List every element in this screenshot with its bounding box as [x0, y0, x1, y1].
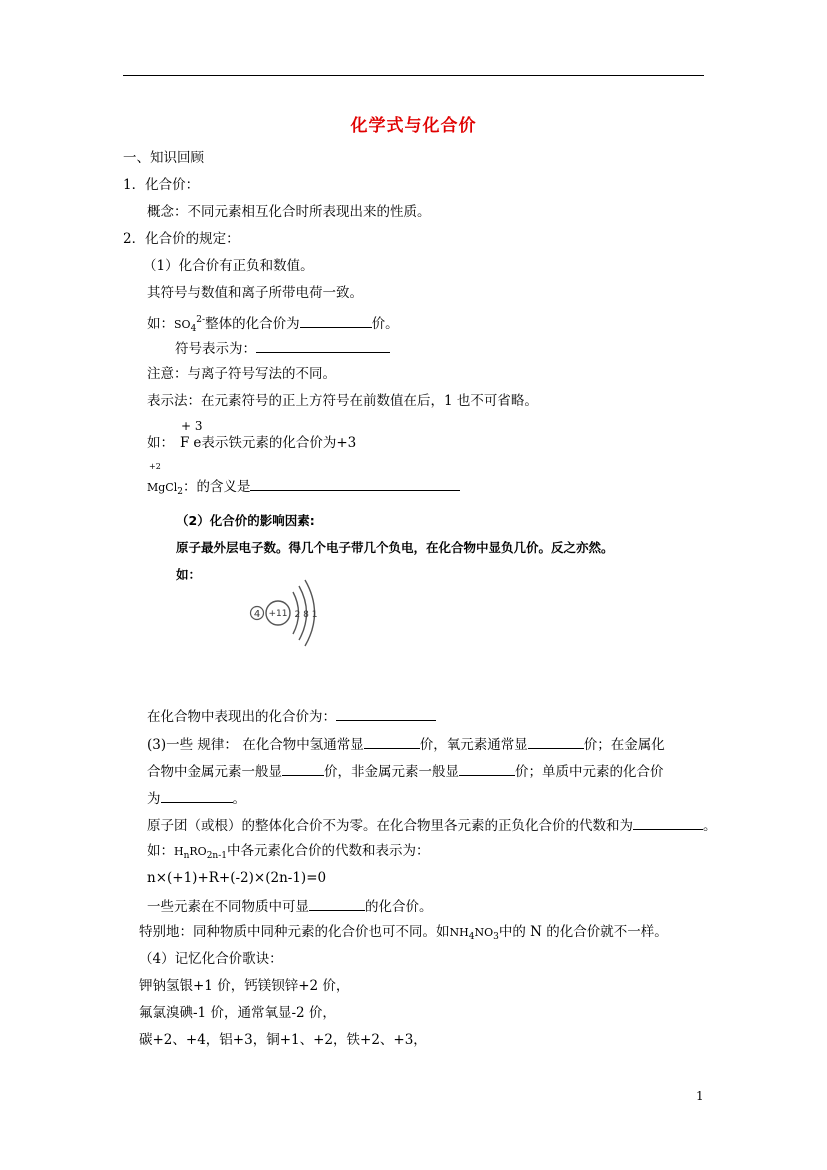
header-rule: [123, 75, 704, 76]
answer-blank[interactable]: [309, 896, 365, 911]
paragraph: 原子团（或根）的整体化合价不为零。在化合物里各元素的正负化合价的代数和为 。: [147, 815, 717, 835]
formula: NH: [449, 926, 469, 939]
atom-circle-label: 4: [253, 609, 261, 620]
valence-superscript: +2: [149, 462, 161, 471]
answer-blank[interactable]: [364, 734, 420, 749]
page-title: 化学式与化合价: [350, 116, 477, 136]
formula: SO: [174, 318, 191, 331]
paragraph: 原子最外层电子数。得几个电子带几个负电，在化合物中显负几价。反之亦然。: [176, 540, 614, 555]
mnemonic-line: 碳+2、+4，铝+3，铜+1、+2，铁+2、+3，: [139, 1032, 427, 1048]
paragraph: 1．化合价：: [123, 177, 200, 193]
paragraph: 一些元素在不同物质中可显 的化合价。: [147, 896, 433, 916]
atom-nucleus-label: +11: [268, 609, 288, 619]
paragraph: 注意：与离子符号写法的不同。: [147, 366, 336, 382]
subheading: （2）化合价的影响因素:: [176, 513, 315, 528]
answer-blank[interactable]: [256, 338, 390, 353]
paragraph: 表示法：在元素符号的正上方符号在前数值在后，1 也不可省略。: [147, 393, 538, 409]
formula: MgCl: [147, 481, 178, 494]
mnemonic-line: 氟氯溴碘-1 价，通常氧显-2 价，: [139, 1005, 336, 1021]
answer-blank[interactable]: [300, 313, 372, 328]
paragraph: （4）记忆化合价歌诀：: [139, 951, 283, 967]
paragraph: 合物中金属元素一般显 价，非金属元素一般显 价；单质中元素的化合价: [147, 761, 664, 781]
paragraph: 2．化合价的规定：: [123, 231, 240, 247]
answer-blank[interactable]: [459, 761, 515, 776]
atom-shell-label: 2 8 1: [294, 610, 318, 620]
paragraph: 在化合物中表现出的化合价为：: [147, 706, 436, 726]
paragraph: MgCl$_2$：的含义是: [147, 476, 460, 501]
page-number: 1: [696, 1089, 704, 1103]
formula: H: [174, 845, 184, 858]
valence-superscript: + 3: [181, 419, 203, 433]
paragraph: 如：$H_nRO_{2n-1}$中各元素化合价的代数和表示为：: [147, 843, 430, 861]
paragraph: 如：: [176, 567, 202, 582]
paragraph: 如： F e表示铁元素的化合价为+3: [147, 435, 357, 451]
paragraph: 特别地：同种物质中同种元素的化合价也可不同。如$NH_4NO_3$中的 N 的化合价就不一样。: [139, 924, 668, 942]
paragraph: (3)一些 规律： 在化合物中氢通常显 价，氧元素通常显 价；在金属化: [147, 734, 665, 754]
equation: n×(+1)+R+(-2)×(2n-1)=0: [147, 870, 327, 886]
mnemonic-line: 钾钠氢银+1 价，钙镁钡锌+2 价，: [139, 978, 350, 994]
answer-blank[interactable]: [528, 734, 584, 749]
answer-blank[interactable]: [336, 706, 436, 721]
atom-structure-diagram: [244, 570, 324, 650]
answer-blank[interactable]: [282, 761, 324, 776]
answer-blank[interactable]: [250, 476, 460, 491]
paragraph: 概念：不同元素相互化合时所表现出来的性质。: [147, 204, 431, 220]
paragraph: 为 。: [147, 788, 246, 808]
paragraph: （1）化合价有正负和数值。: [143, 258, 314, 274]
paragraph: 其符号与数值和离子所带电荷一致。: [147, 285, 363, 301]
section-heading: 一、知识回顾: [123, 150, 204, 166]
answer-blank[interactable]: [633, 815, 703, 830]
paragraph: 符号表示为：: [175, 338, 390, 358]
answer-blank[interactable]: [161, 788, 233, 803]
paragraph: 如：$SO_4^{2-}$整体的化合价为 价。: [147, 315, 399, 334]
